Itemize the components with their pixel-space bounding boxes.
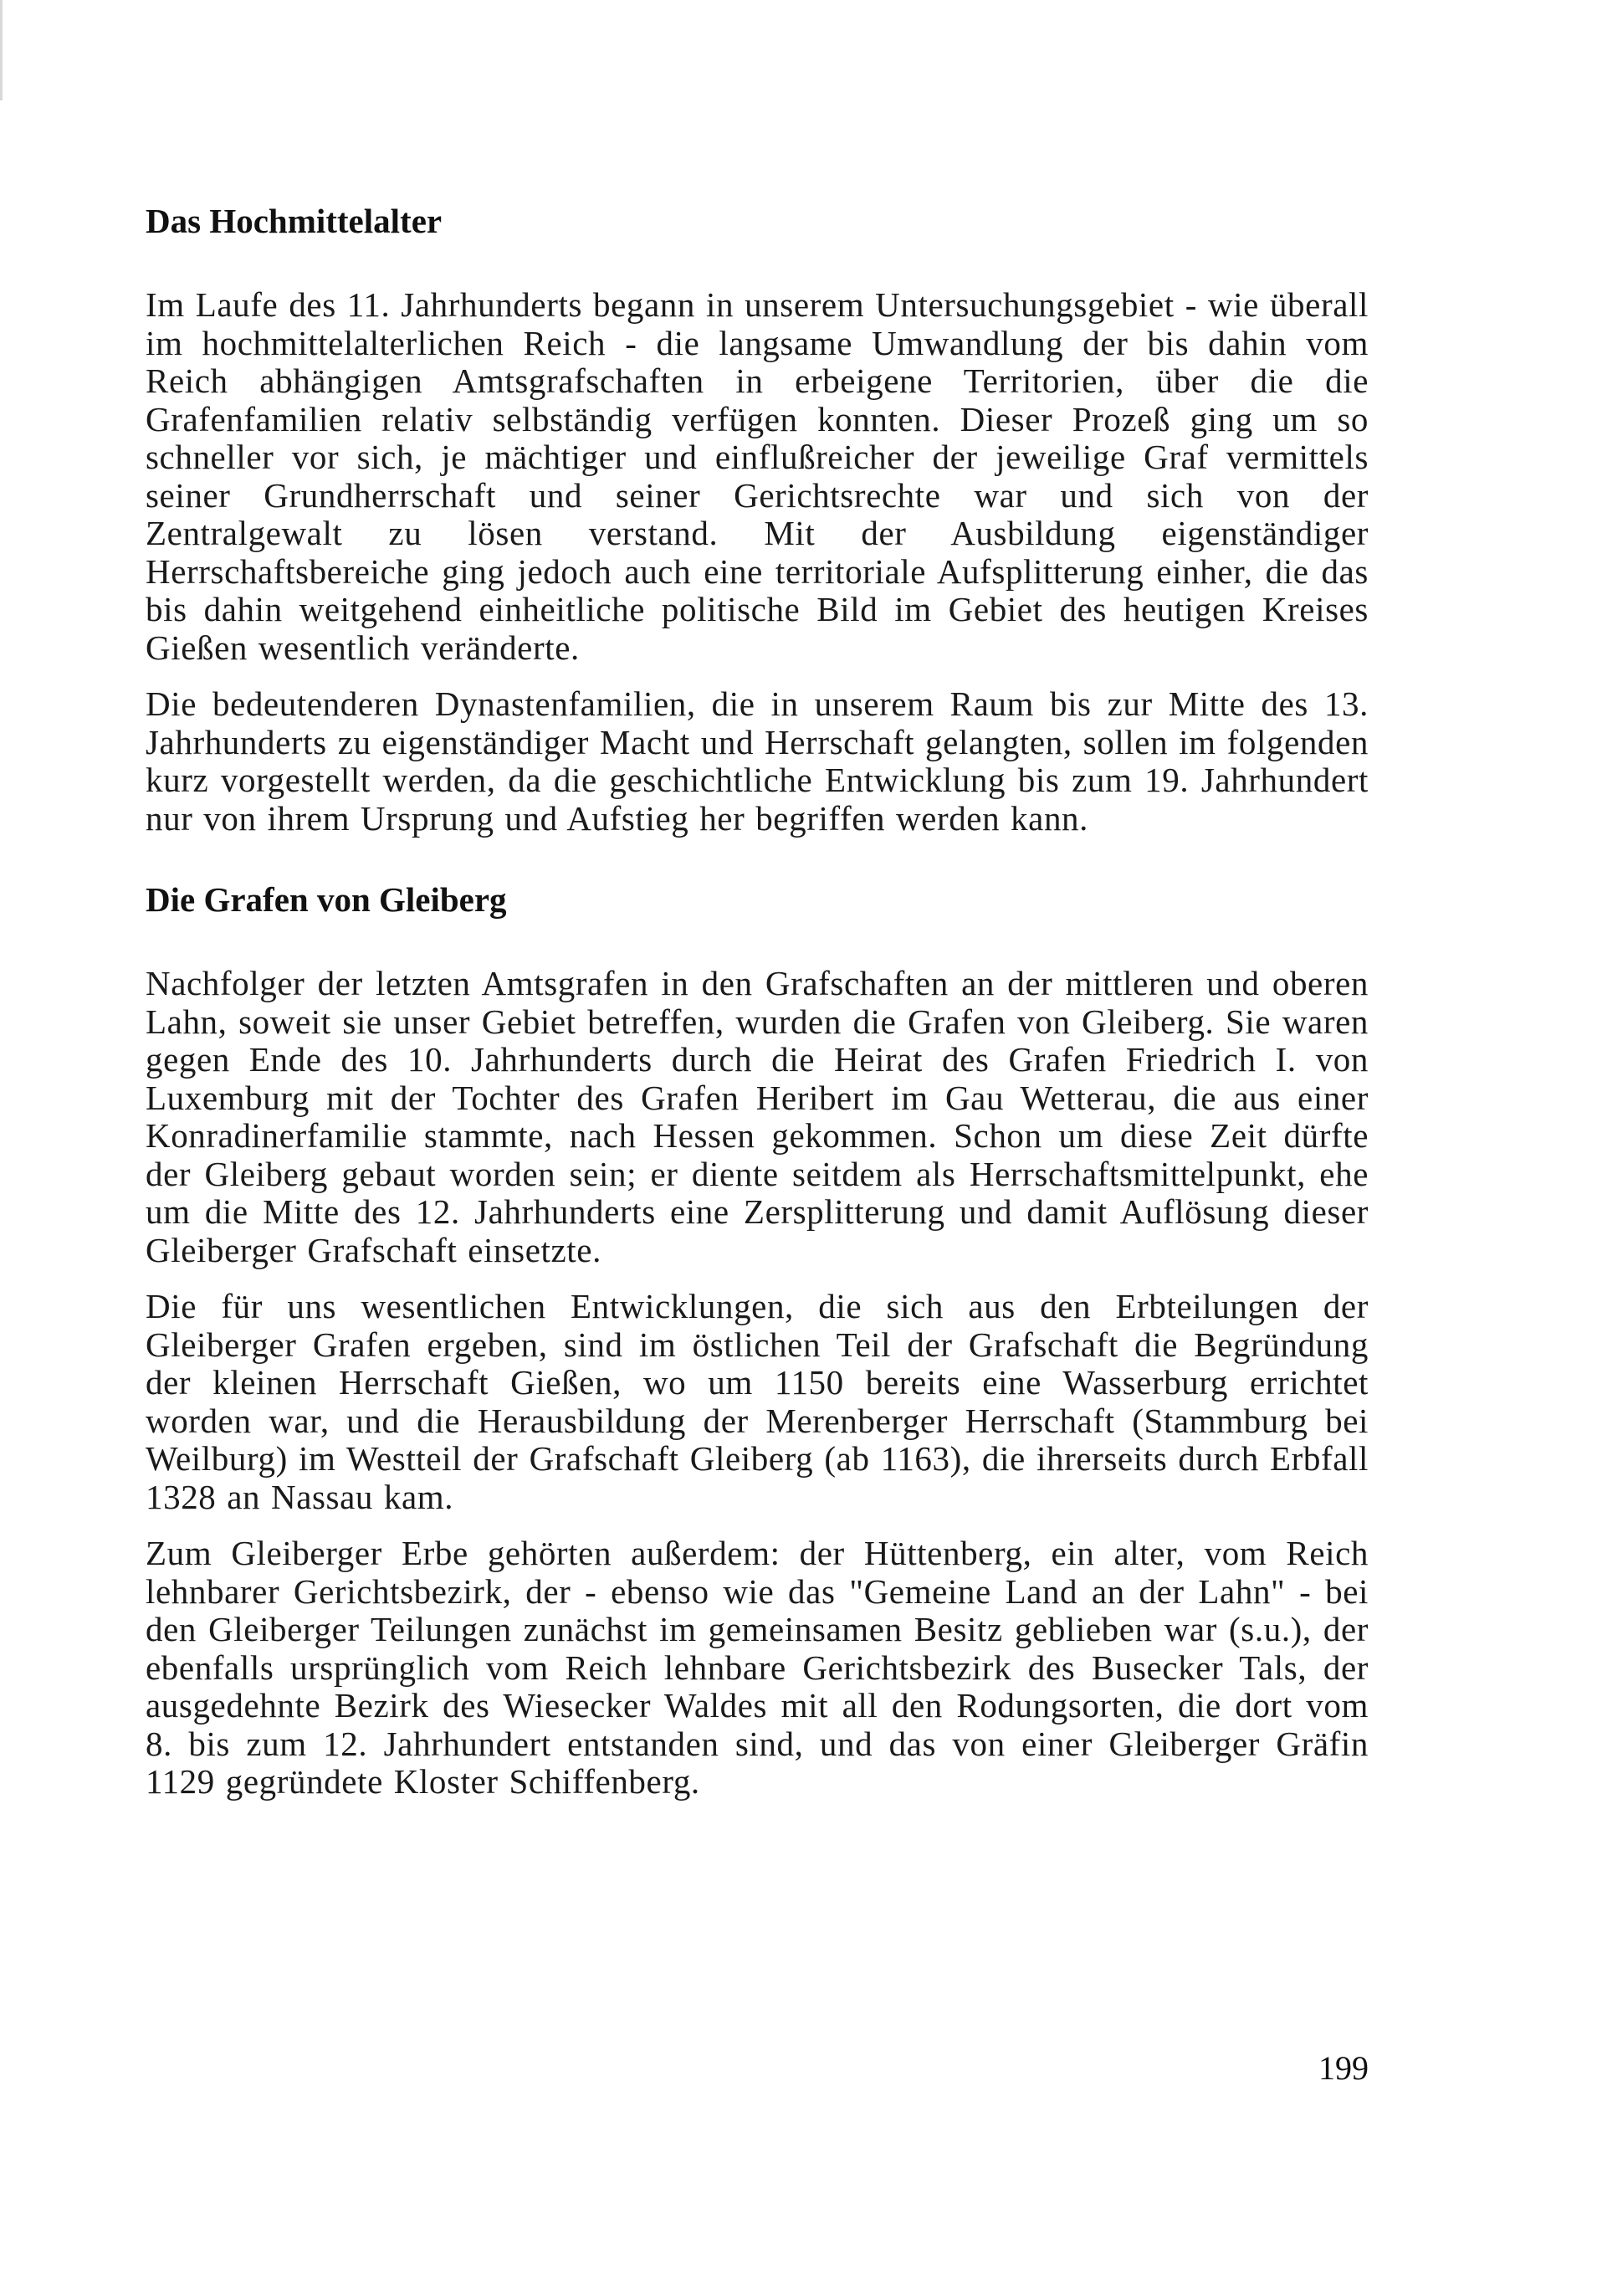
page-number: 199 xyxy=(1318,2049,1369,2087)
page-body xyxy=(146,199,1369,1801)
paragraph-gleiberg-2: Die für uns wesentlichen Entwicklungen, die sich aus den Erbteilungen der Gleiberger Grafen ergeben, sind im östlichen Teil der Grafschaft die Begründung der kleinen Herrschaft Gießen, wo um 1150 bereits eine Wasserburg errichtet worden war, und die Herausbildung der Merenberger Herrschaft (Stammburg bei Weilburg) im Westteil der Grafschaft Gleiberg (ab 1163), die ihrerseits durch Erbfall 1328 an Nassau kam. xyxy=(146,1287,1369,1516)
paragraph-gleiberg-3: Zum Gleiberger Erbe gehörten außerdem: der Hüttenberg, ein alter, vom Reich lehnbarer Gerichtsbezirk, der - ebenso wie das "Gemeine Land an der Lahn" - bei den Gleiberger Teilungen zunächst im gemeinsamen Besitz geblieben war (s.u.), der ebenfalls ursprünglich vom Reich lehnbare Gerichtsbezirk des Busecker Tals, der ausgedehnte Bezirk des Wiesecker Waldes mit all den Rodungsorten, die dort vom 8. bis zum 12. Jahrhundert entstanden sind, und das von einer Gleiberger Gräfin 1129 gegründete Kloster Schiffenberg. xyxy=(146,1534,1369,1801)
section-heading-grafen-von-gleiberg: Die Grafen von Gleiberg xyxy=(146,880,507,919)
paragraph-hochmittelalter-1: Im Laufe des 11. Jahrhunderts begann in unserem Untersuchungsgebiet - wie überall im hochmittelalterlichen Reich - die langsame Umwandlung der bis dahin vom Reich abhängigen Amtsgrafschaften in erbeigene Territorien, über die die Grafenfamilien relativ selbständig verfügen konnten. Dieser Prozeß ging um so schneller vor sich, je mächtiger und einflußreicher der jeweilige Graf vermittels seiner Grundherrschaft und seiner Gerichtsrechte war und sich von der Zentralgewalt zu lösen verstand. Mit der Ausbildung eigenständiger Herrschaftsbereiche ging jedoch auch eine territoriale Aufsplitterung einher, die das bis dahin weitgehend einheitliche politische Bild im Gebiet des heutigen Kreises Gießen wesentlich veränderte. xyxy=(146,285,1369,667)
scan-edge-shadow xyxy=(0,0,3,100)
section-heading-hochmittelalter: Das Hochmittelalter xyxy=(146,202,443,240)
paragraph-gleiberg-1: Nachfolger der letzten Amtsgrafen in den Grafschaften an der mittleren und oberen Lahn, soweit sie unser Gebiet betreffen, wurden die Grafen von Gleiberg. Sie waren gegen Ende des 10. Jahrhunderts durch die Heirat des Grafen Friedrich I. von Luxemburg mit der Tochter des Grafen Heribert im Gau Wetterau, die aus einer Konradinerfamilie stammte, nach Hessen gekommen. Schon um diese Zeit dürfte der Gleiberg gebaut worden sein; er diente seitdem als Herrschaftsmittelpunkt, ehe um die Mitte des 12. Jahrhunderts eine Zersplitterung und damit Auflösung dieser Gleiberger Grafschaft einsetzte. xyxy=(146,964,1369,1269)
paragraph-hochmittelalter-2: Die bedeutenderen Dynastenfamilien, die in unserem Raum bis zur Mitte des 13. Jahrhunderts zu eigenständiger Macht und Herrschaft gelangten, sollen im folgenden kurz vorgestellt werden, da die geschichtliche Entwicklung bis zum 19. Jahrhundert nur von ihrem Ursprung und Aufstieg her begriffen werden kann. xyxy=(146,684,1369,838)
